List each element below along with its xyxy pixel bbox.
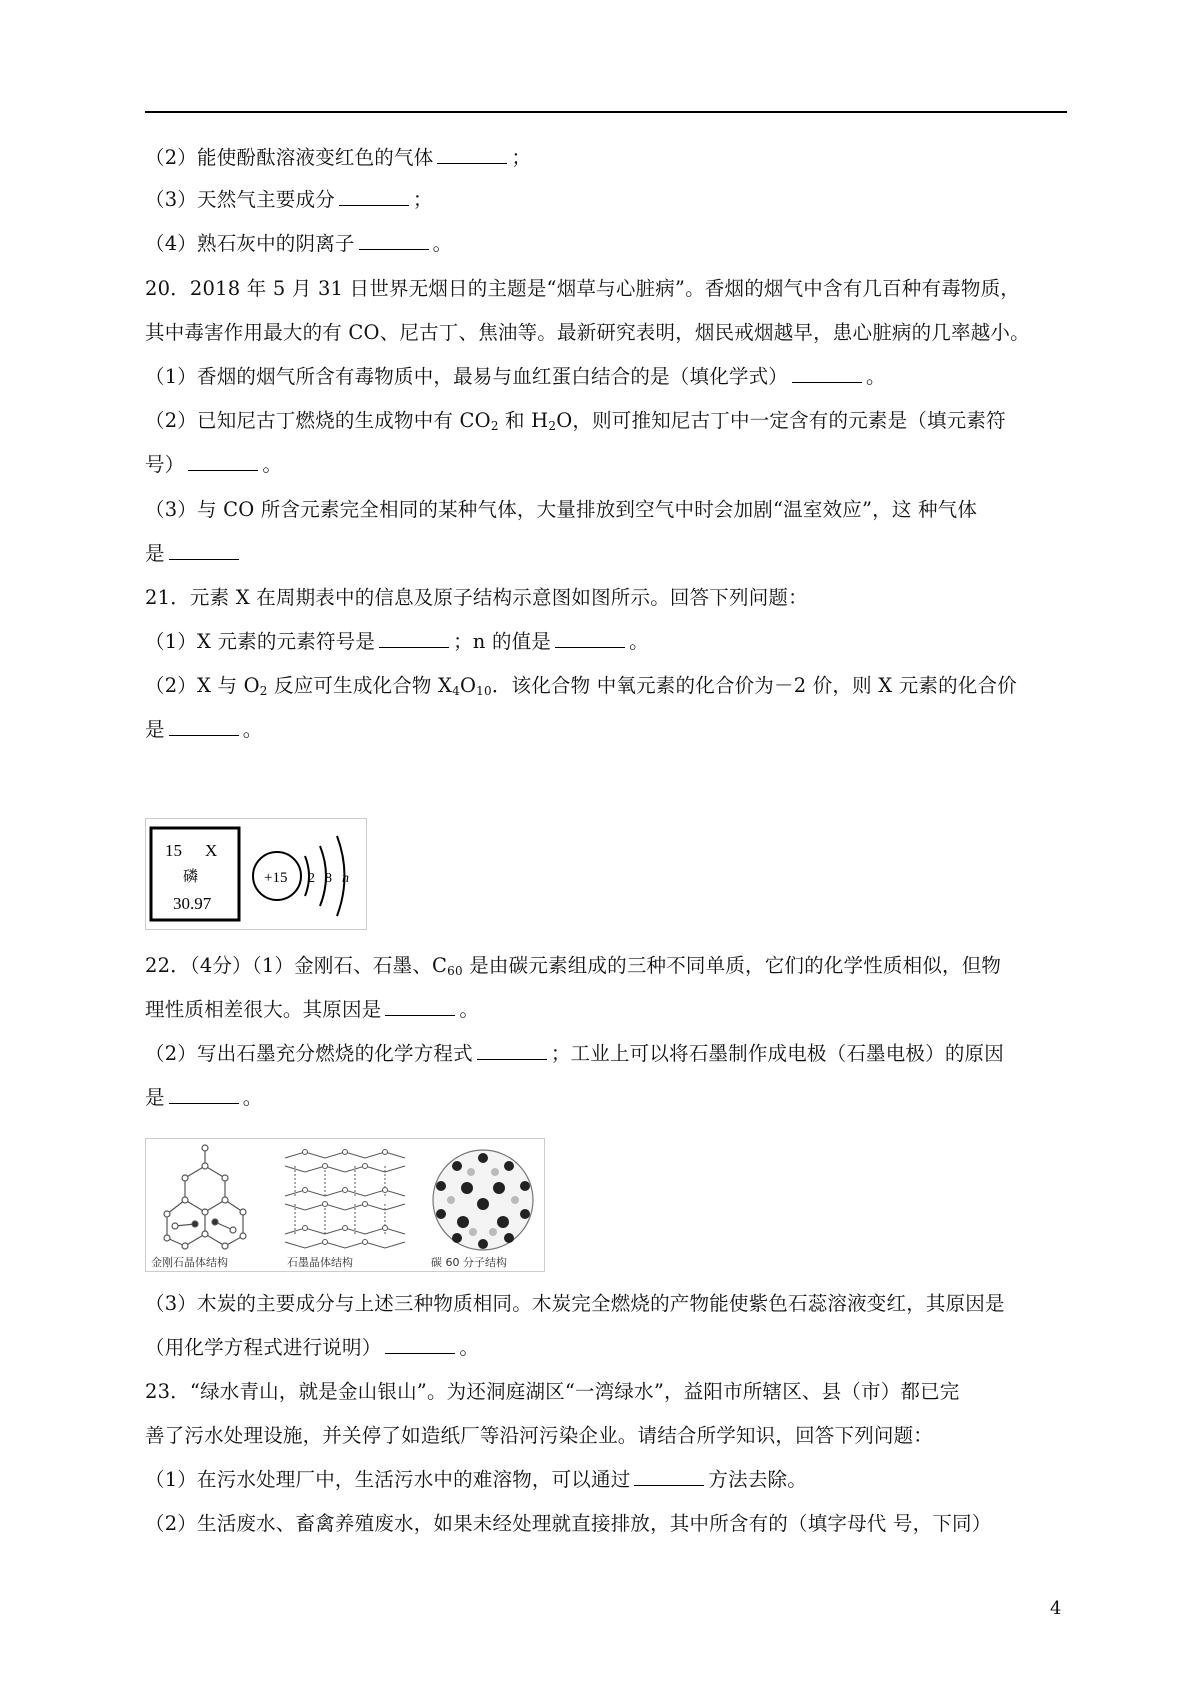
caption-c60: 碳 60 分子结构 xyxy=(431,1256,507,1269)
q23-part1: （1）在污水处理厂中，生活污水中的难溶物，可以通过 方法去除。 xyxy=(145,1468,807,1491)
answer-blank[interactable] xyxy=(437,145,507,164)
q20-part2-cont: 号） 。 xyxy=(145,453,283,476)
c60-structure xyxy=(433,1150,533,1250)
answer-blank[interactable] xyxy=(385,1335,455,1354)
answer-blank[interactable] xyxy=(169,541,239,560)
q19-part3: （3）天然气主要成分 ； xyxy=(145,188,433,211)
q20-stem-line2: 其中毒害作用最大的有 CO、尼古丁、焦油等。最新研究表明，烟民戒烟越早，患心脏病的几率越小。 xyxy=(145,321,1030,344)
q22-stem-line2: 理性质相差很大。其原因是 。 xyxy=(145,998,480,1021)
q21-part2-cont: 是 。 xyxy=(145,718,263,741)
q20-stem-line1: 20．2018 年 5 月 31 日世界无烟日的主题是“烟草与心脏病”。香烟的烟气中含有几百种有毒物质， xyxy=(145,277,1020,300)
element-x-figure xyxy=(145,818,367,930)
q22-part2: （2）写出石墨充分燃烧的化学方程式 ；工业上可以将石墨制作成电极（石墨电极）的原因 xyxy=(145,1042,1004,1065)
q23-stem-line2: 善了污水处理设施，并关停了如造纸厂等沿河污染企业。请结合所学知识，回答下列问题： xyxy=(145,1424,934,1447)
q19-part4: （4）熟石灰中的阴离子 。 xyxy=(145,232,453,255)
q21-part1: （1）X 元素的元素符号是 ；n 的值是 。 xyxy=(145,630,649,653)
q19-part2: （2）能使酚酞溶液变红色的气体 ； xyxy=(145,146,532,169)
answer-blank[interactable] xyxy=(169,717,239,736)
q23-part2: （2）生活废水、畜禽养殖废水，如果未经处理就直接排放，其中所含有的（填字母代 号，下同） xyxy=(145,1512,992,1535)
answer-blank[interactable] xyxy=(359,231,429,250)
answer-blank[interactable] xyxy=(385,997,455,1016)
element-name: 磷 xyxy=(183,867,199,885)
page-number: 4 xyxy=(1050,1598,1062,1619)
q21-part2: （2）X 与 $O_2$ 反应可生成化合物 $X_4O_{10}$．该化合物 中氧元素的化合价为－2 价，则 X 元素的化合价 xyxy=(145,674,1017,698)
shell-count-1: 2 xyxy=(308,871,315,886)
q23-stem-line1: 23．“绿水青山，就是金山银山”。为还洞庭湖区“一湾绿水”，益阳市所辖区、县（市）都已完 xyxy=(145,1380,960,1403)
answer-blank[interactable] xyxy=(339,187,409,206)
q22-part2-cont: 是 。 xyxy=(145,1086,263,1109)
answer-blank[interactable] xyxy=(555,629,625,648)
answer-blank[interactable] xyxy=(634,1467,704,1486)
answer-blank[interactable] xyxy=(169,1085,239,1104)
nucleus-charge: +15 xyxy=(264,870,288,886)
atomic-mass: 30.97 xyxy=(173,894,212,913)
answer-blank[interactable] xyxy=(188,452,258,471)
q21-stem: 21．元素 X 在周期表中的信息及原子结构示意图如图所示。回答下列问题： xyxy=(145,586,808,609)
answer-blank[interactable] xyxy=(477,1041,547,1060)
q22-part3-cont: （用化学方程式进行说明） 。 xyxy=(145,1336,480,1359)
caption-graphite: 石墨晶体结构 xyxy=(287,1256,353,1269)
q20-part1: （1）香烟的烟气所含有毒物质中，最易与血红蛋白结合的是（填化学式） 。 xyxy=(145,365,886,388)
atomic-number: 15 xyxy=(165,841,182,860)
q20-part3: （3）与 CO 所含元素完全相同的某种气体，大量排放到空气中时会加剧“温室效应”，这 种气体 xyxy=(145,498,978,521)
answer-blank[interactable] xyxy=(379,629,449,648)
header-rule xyxy=(145,111,1067,113)
shell-count-2: 8 xyxy=(325,871,332,886)
caption-diamond: 金刚石晶体结构 xyxy=(151,1256,228,1269)
shell-count-3: n xyxy=(342,871,349,886)
q22-part3: （3）木炭的主要成分与上述三种物质相同。木炭完全燃烧的产物能使紫色石蕊溶液变红，其原因是 xyxy=(145,1292,1005,1315)
q20-part3-cont: 是 xyxy=(145,540,1070,568)
q20-part2: （2）已知尼古丁燃烧的生成物中有 $CO_2$ 和 $H_2O$，则可推知尼古丁中一定含有的元素是（填元素符 xyxy=(145,409,1006,433)
carbon-allotropes-figure xyxy=(145,1138,545,1272)
answer-blank[interactable] xyxy=(792,364,862,383)
q22-stem-line1: 22．（4分）（1）金刚石、石墨、$C_{60}$ 是由碳元素组成的三种不同单质，它们的化学性质相似，但物 xyxy=(145,954,1002,978)
element-symbol: X xyxy=(205,841,218,860)
